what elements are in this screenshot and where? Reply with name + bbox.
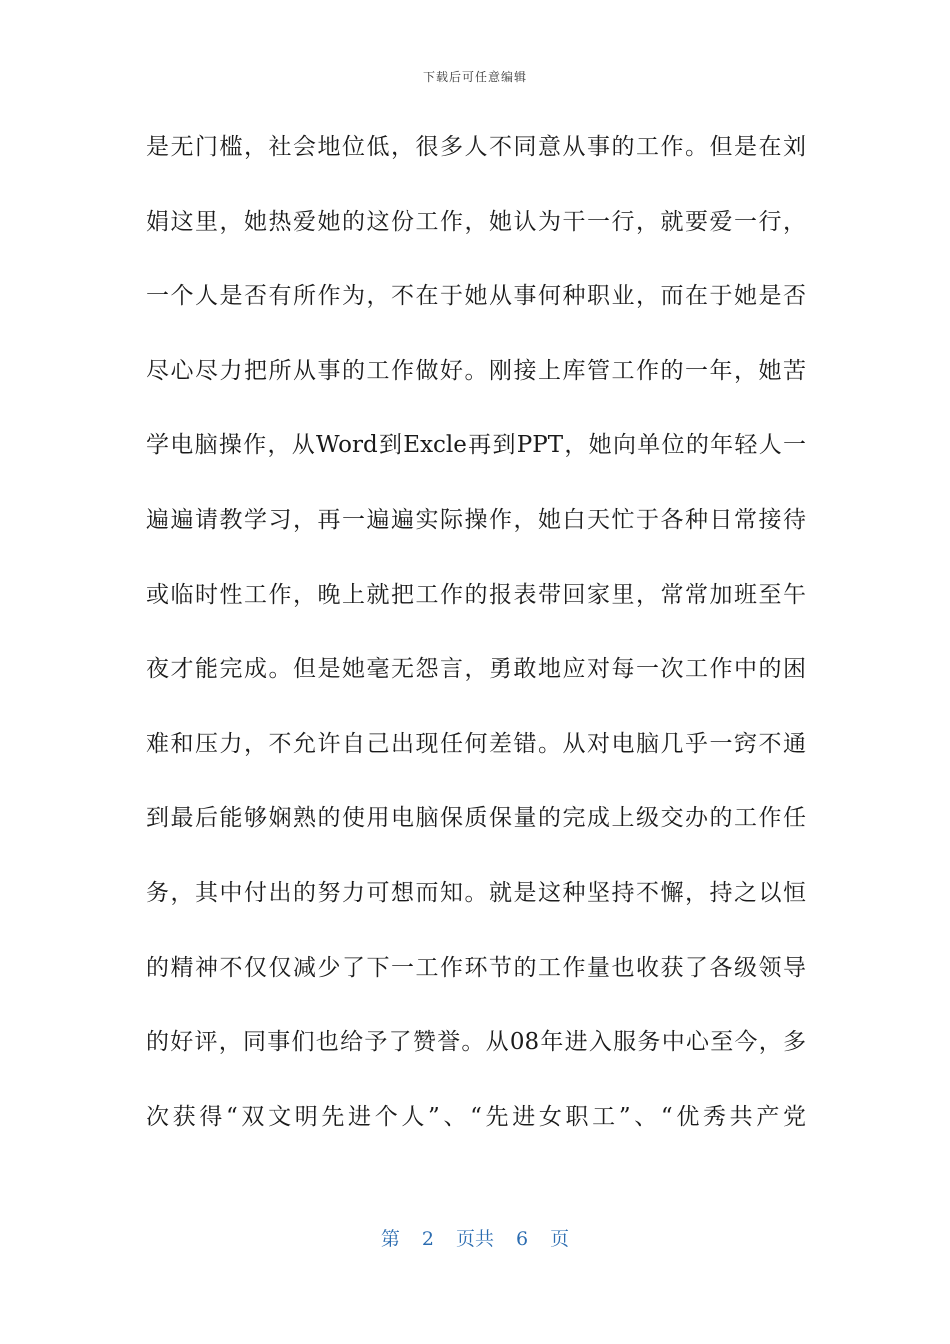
page-header: 下载后可任意编辑 bbox=[422, 70, 527, 84]
text-line: 一个人是否有所作为，不在于她从事何种职业，而在于她是否 bbox=[146, 283, 806, 310]
page-footer bbox=[0, 1224, 950, 1251]
text-line: 难和压力，不允许自己出现任何差错。从对电脑几乎一窍不通 bbox=[146, 730, 806, 757]
text-line: 夜才能完成。但是她毫无怨言，勇敢地应对每一次工作中的困 bbox=[146, 656, 806, 683]
text-line: 次获得“双文明先进个人”、“先进女职工”、“优秀共产党 bbox=[146, 1103, 806, 1130]
text-line: 的好评，同事们也给予了赞誉。从08年进入服务中心至今，多 bbox=[146, 1029, 806, 1056]
footer-page-label: 第 bbox=[380, 1228, 400, 1250]
text-line: 学电脑操作，从Word到Excle再到PPT，她向单位的年轻人一 bbox=[146, 432, 806, 459]
footer-total-pages: 6 bbox=[516, 1228, 529, 1250]
text-line: 务，其中付出的努力可想而知。就是这种坚持不懈，持之以恒 bbox=[146, 879, 806, 906]
footer-current-page: 2 bbox=[421, 1228, 434, 1250]
text-line: 的精神不仅仅减少了下一工作环节的工作量也收获了各级领导 bbox=[146, 954, 806, 981]
text-line: 娟这里，她热爱她的这份工作，她认为干一行，就要爱一行， bbox=[146, 208, 806, 235]
text-line: 或临时性工作，晚上就把工作的报表带回家里，常常加班至午 bbox=[146, 581, 806, 608]
body-text bbox=[146, 122, 806, 1166]
text-line: 尽心尽力把所从事的工作做好。刚接上库管工作的一年，她苦 bbox=[146, 357, 806, 384]
footer-of-label: 页共 bbox=[455, 1228, 494, 1250]
footer-end-label: 页 bbox=[550, 1228, 570, 1250]
text-line: 到最后能够娴熟的使用电脑保质保量的完成上级交办的工作任 bbox=[146, 805, 806, 832]
text-line: 遍遍请教学习，再一遍遍实际操作，她白天忙于各种日常接待 bbox=[146, 506, 806, 533]
text-line: 是无门槛，社会地位低，很多人不同意从事的工作。但是在刘 bbox=[146, 134, 806, 160]
